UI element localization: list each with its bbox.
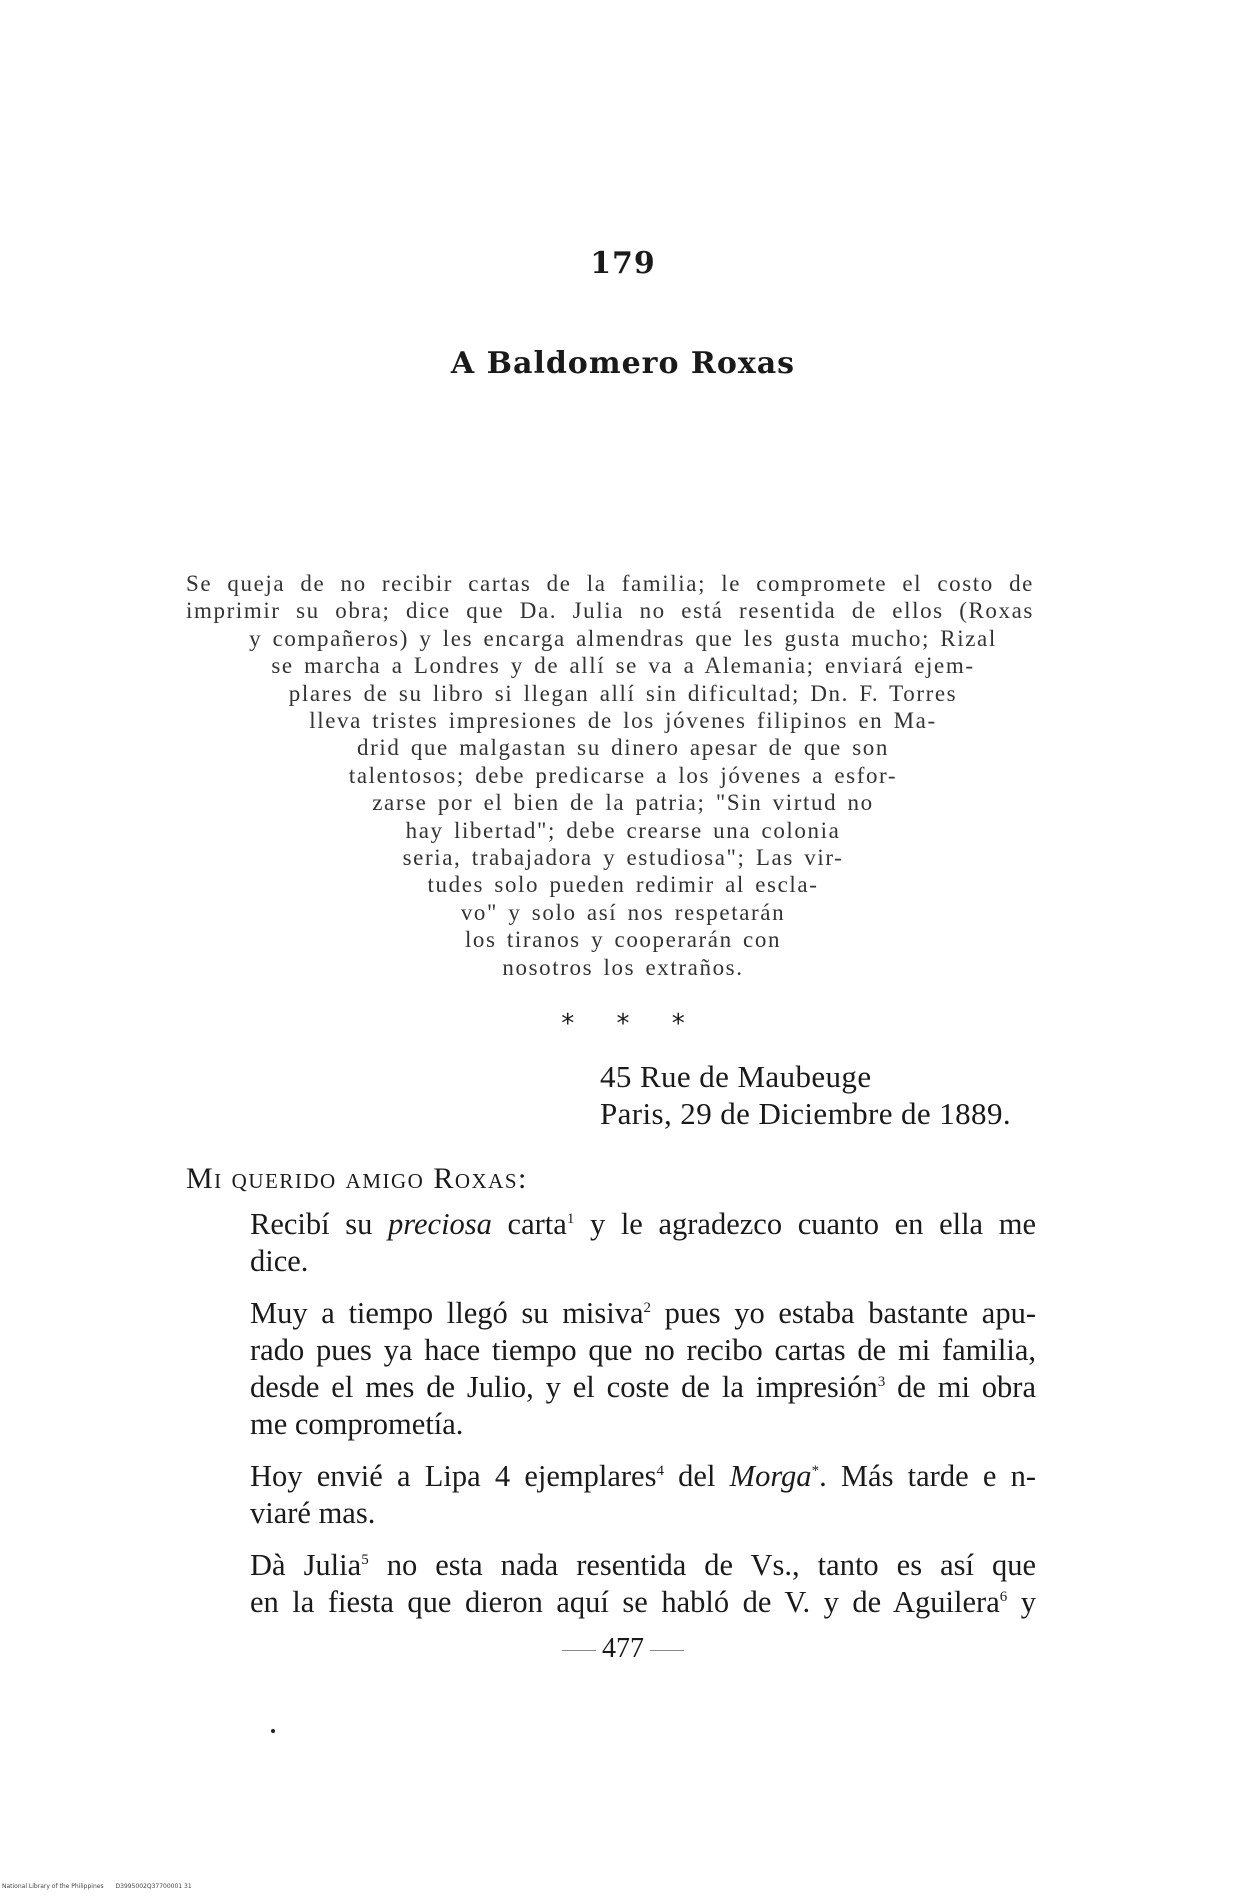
letter-body — [186, 1206, 1036, 1636]
footnote-ref: 2 — [643, 1299, 652, 1316]
paragraph — [186, 1547, 1036, 1621]
text-line: viaré mas. — [250, 1496, 376, 1530]
scan-footer — [2, 1883, 202, 1890]
summary-line: nosotros los extraños. — [502, 954, 744, 980]
text-line: rado pues ya hace tiempo que no recibo cartas de mi familia, — [250, 1333, 1036, 1367]
summary-line: se marcha a Londres y de allí se va a Alemania; enviará ejem- — [271, 653, 975, 679]
footnote-ref: 1 — [566, 1210, 575, 1227]
footnote-ref: * — [811, 1462, 820, 1479]
emphasis: preciosa — [388, 1207, 492, 1241]
section-separator: * * * — [561, 1009, 685, 1039]
paragraph — [186, 1458, 1036, 1532]
summary-line: y compañeros) y les encarga almendras que les gusta mucho; Rizal — [249, 625, 997, 651]
paragraph — [186, 1206, 1036, 1280]
text-line: dice. — [250, 1244, 309, 1278]
summary-line: tudes solo pueden redimir al escla- — [427, 872, 819, 898]
salutation: Mi querido amigo Roxas: — [186, 1162, 528, 1195]
letter-address — [600, 1058, 1011, 1132]
footer-library: National Library of the Philippines — [2, 1883, 104, 1890]
text-line: desde el mes de Julio, y el coste de la impresión$^3$ de mi obra — [250, 1370, 1037, 1404]
summary-line: lleva tristes impresiones de los jóvenes filipinos en Ma- — [309, 708, 937, 734]
stray-dot-mark — [271, 1729, 275, 1733]
text-line: Dà Julia$^5$ no esta nada resentida de Vs., tanto es así que — [250, 1548, 1037, 1582]
address-street: 45 Rue de Maubeuge — [600, 1059, 872, 1094]
footnote-ref: 5 — [361, 1551, 369, 1568]
letter-summary — [0, 570, 1246, 981]
summary-line: zarse por el bien de la patria; "Sin virtud no — [372, 790, 874, 816]
text-line: me comprometía. — [250, 1407, 464, 1441]
footnote-ref: 6 — [999, 1588, 1008, 1605]
emphasis: Morga — [729, 1459, 812, 1493]
letter-title: A Baldomero Roxas — [450, 346, 796, 381]
page-number: 477 — [0, 1633, 1246, 1665]
summary-line: Se queja de no recibir cartas de la familia; le compromete el costo de — [186, 571, 1034, 596]
page-number-dash — [562, 1650, 596, 1651]
footnote-ref: 3 — [877, 1373, 886, 1390]
page-number-dash — [650, 1650, 684, 1651]
letter-number: 179 — [590, 246, 656, 281]
text-line: Recibí su preciosa carta$^1$ y le agradezco cuanto en ella me — [250, 1207, 1036, 1241]
text-line: en la fiesta que dieron aquí se habló de V. y de Aguilera$^6$ y — [250, 1585, 1037, 1619]
address-date: Paris, 29 de Diciembre de 1889. — [600, 1096, 1011, 1131]
text-line: Muy a tiempo llegó su misiva$^2$ pues yo estaba bastante apu- — [250, 1296, 1036, 1330]
summary-line: imprimir su obra; dice que Da. Julia no está resentida de ellos (Roxas — [186, 598, 1034, 624]
summary-line: hay libertad"; debe crearse una colonia — [405, 817, 841, 843]
summary-line: drid que malgastan su dinero apesar de que son — [357, 735, 889, 761]
text-line: Hoy envié a Lipa 4 ejemplares$^4$ del Morga*. Más tarde e n- — [250, 1459, 1036, 1493]
summary-line: plares de su libro si llegan allí sin dificultad; Dn. F. Torres — [288, 680, 958, 706]
paragraph — [186, 1295, 1036, 1443]
summary-line: vo" y solo así nos respetarán — [460, 899, 786, 925]
summary-line: los tiranos y cooperarán con — [464, 927, 782, 953]
footer-code: D3995002Q37700001 31 — [115, 1883, 192, 1890]
summary-line: talentosos; debe predicarse a los jóvenes a esfor- — [348, 762, 898, 788]
summary-line: seria, trabajadora y estudiosa"; Las vir- — [402, 845, 844, 871]
footnote-ref: 4 — [656, 1462, 664, 1479]
